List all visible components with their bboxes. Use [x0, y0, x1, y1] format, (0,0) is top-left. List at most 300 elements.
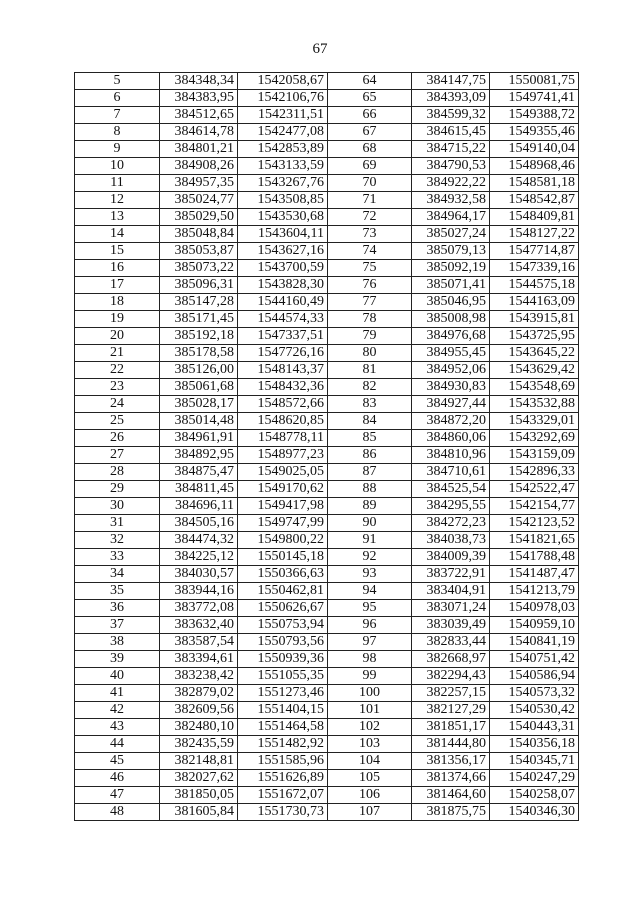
- point-number-cell: 21: [75, 345, 160, 362]
- x-coordinate-cell: 384383,95: [160, 90, 238, 107]
- point-number-cell: 92: [328, 549, 412, 566]
- x-coordinate-cell: 382668,97: [412, 651, 490, 668]
- x-coordinate-cell: 384801,21: [160, 141, 238, 158]
- point-number-cell: 31: [75, 515, 160, 532]
- table-row: [75, 192, 579, 209]
- y-coordinate-cell: 1544163,09: [490, 294, 579, 311]
- point-number-cell: 84: [328, 413, 412, 430]
- point-number-cell: 39: [75, 651, 160, 668]
- y-coordinate-cell: 1540247,29: [490, 770, 579, 787]
- y-coordinate-cell: 1543828,30: [238, 277, 328, 294]
- y-coordinate-cell: 1551730,73: [238, 804, 328, 821]
- y-coordinate-cell: 1550145,18: [238, 549, 328, 566]
- y-coordinate-cell: 1549747,99: [238, 515, 328, 532]
- point-number-cell: 79: [328, 328, 412, 345]
- y-coordinate-cell: 1540841,19: [490, 634, 579, 651]
- point-number-cell: 45: [75, 753, 160, 770]
- x-coordinate-cell: 384961,91: [160, 430, 238, 447]
- y-coordinate-cell: 1541788,48: [490, 549, 579, 566]
- point-number-cell: 99: [328, 668, 412, 685]
- y-coordinate-cell: 1548620,85: [238, 413, 328, 430]
- x-coordinate-cell: 381605,84: [160, 804, 238, 821]
- y-coordinate-cell: 1551055,35: [238, 668, 328, 685]
- y-coordinate-cell: 1540346,30: [490, 804, 579, 821]
- x-coordinate-cell: 381464,60: [412, 787, 490, 804]
- y-coordinate-cell: 1543292,69: [490, 430, 579, 447]
- point-number-cell: 34: [75, 566, 160, 583]
- point-number-cell: 20: [75, 328, 160, 345]
- point-number-cell: 14: [75, 226, 160, 243]
- point-number-cell: 27: [75, 447, 160, 464]
- table-row: [75, 209, 579, 226]
- x-coordinate-cell: 384892,95: [160, 447, 238, 464]
- x-coordinate-cell: 385096,31: [160, 277, 238, 294]
- point-number-cell: 91: [328, 532, 412, 549]
- point-number-cell: 95: [328, 600, 412, 617]
- point-number-cell: 80: [328, 345, 412, 362]
- point-number-cell: 101: [328, 702, 412, 719]
- point-number-cell: 16: [75, 260, 160, 277]
- x-coordinate-cell: 383238,42: [160, 668, 238, 685]
- x-coordinate-cell: 382257,15: [412, 685, 490, 702]
- table-row: [75, 277, 579, 294]
- y-coordinate-cell: 1540586,94: [490, 668, 579, 685]
- table-row: [75, 158, 579, 175]
- x-coordinate-cell: 385071,41: [412, 277, 490, 294]
- x-coordinate-cell: 384615,45: [412, 124, 490, 141]
- y-coordinate-cell: 1549170,62: [238, 481, 328, 498]
- y-coordinate-cell: 1550753,94: [238, 617, 328, 634]
- y-coordinate-cell: 1542106,76: [238, 90, 328, 107]
- y-coordinate-cell: 1541487,47: [490, 566, 579, 583]
- table-row: [75, 583, 579, 600]
- table-row: [75, 175, 579, 192]
- y-coordinate-cell: 1542311,51: [238, 107, 328, 124]
- x-coordinate-cell: 385192,18: [160, 328, 238, 345]
- y-coordinate-cell: 1551482,92: [238, 736, 328, 753]
- table-row: [75, 294, 579, 311]
- table-row: [75, 770, 579, 787]
- point-number-cell: 94: [328, 583, 412, 600]
- point-number-cell: 22: [75, 362, 160, 379]
- point-number-cell: 12: [75, 192, 160, 209]
- table-row: [75, 600, 579, 617]
- y-coordinate-cell: 1549388,72: [490, 107, 579, 124]
- point-number-cell: 48: [75, 804, 160, 821]
- y-coordinate-cell: 1540959,10: [490, 617, 579, 634]
- point-number-cell: 97: [328, 634, 412, 651]
- x-coordinate-cell: 385178,58: [160, 345, 238, 362]
- x-coordinate-cell: 383039,49: [412, 617, 490, 634]
- x-coordinate-cell: 381851,17: [412, 719, 490, 736]
- point-number-cell: 74: [328, 243, 412, 260]
- x-coordinate-cell: 383722,91: [412, 566, 490, 583]
- table-row: [75, 362, 579, 379]
- y-coordinate-cell: 1540573,32: [490, 685, 579, 702]
- table-row: [75, 804, 579, 821]
- y-coordinate-cell: 1548968,46: [490, 158, 579, 175]
- x-coordinate-cell: 381374,66: [412, 770, 490, 787]
- point-number-cell: 30: [75, 498, 160, 515]
- x-coordinate-cell: 384860,06: [412, 430, 490, 447]
- table-row: [75, 141, 579, 158]
- y-coordinate-cell: 1540345,71: [490, 753, 579, 770]
- point-number-cell: 87: [328, 464, 412, 481]
- table-row: [75, 702, 579, 719]
- y-coordinate-cell: 1551404,15: [238, 702, 328, 719]
- point-number-cell: 104: [328, 753, 412, 770]
- point-number-cell: 28: [75, 464, 160, 481]
- y-coordinate-cell: 1548977,23: [238, 447, 328, 464]
- x-coordinate-cell: 384474,32: [160, 532, 238, 549]
- table-row: [75, 396, 579, 413]
- y-coordinate-cell: 1548778,11: [238, 430, 328, 447]
- x-coordinate-cell: 385079,13: [412, 243, 490, 260]
- table-row: [75, 124, 579, 141]
- y-coordinate-cell: 1540258,07: [490, 787, 579, 804]
- point-number-cell: 83: [328, 396, 412, 413]
- table-row: [75, 413, 579, 430]
- y-coordinate-cell: 1549025,05: [238, 464, 328, 481]
- y-coordinate-cell: 1543532,88: [490, 396, 579, 413]
- x-coordinate-cell: 384872,20: [412, 413, 490, 430]
- x-coordinate-cell: 384875,47: [160, 464, 238, 481]
- x-coordinate-cell: 384932,58: [412, 192, 490, 209]
- x-coordinate-cell: 383632,40: [160, 617, 238, 634]
- point-number-cell: 33: [75, 549, 160, 566]
- y-coordinate-cell: 1548127,22: [490, 226, 579, 243]
- point-number-cell: 88: [328, 481, 412, 498]
- x-coordinate-cell: 384964,17: [412, 209, 490, 226]
- x-coordinate-cell: 384952,06: [412, 362, 490, 379]
- y-coordinate-cell: 1542477,08: [238, 124, 328, 141]
- x-coordinate-cell: 384976,68: [412, 328, 490, 345]
- y-coordinate-cell: 1541213,79: [490, 583, 579, 600]
- y-coordinate-cell: 1543267,76: [238, 175, 328, 192]
- page-number: 67: [312, 41, 328, 57]
- x-coordinate-cell: 384715,22: [412, 141, 490, 158]
- x-coordinate-cell: 385061,68: [160, 379, 238, 396]
- y-coordinate-cell: 1543915,81: [490, 311, 579, 328]
- table-row: [75, 566, 579, 583]
- x-coordinate-cell: 384348,34: [160, 73, 238, 90]
- point-number-cell: 71: [328, 192, 412, 209]
- table-row: [75, 73, 579, 90]
- point-number-cell: 103: [328, 736, 412, 753]
- x-coordinate-cell: 384810,96: [412, 447, 490, 464]
- point-number-cell: 105: [328, 770, 412, 787]
- table-row: [75, 464, 579, 481]
- x-coordinate-cell: 383394,61: [160, 651, 238, 668]
- x-coordinate-cell: 384790,53: [412, 158, 490, 175]
- table-row: [75, 260, 579, 277]
- point-number-cell: 23: [75, 379, 160, 396]
- y-coordinate-cell: 1550626,67: [238, 600, 328, 617]
- y-coordinate-cell: 1549140,04: [490, 141, 579, 158]
- x-coordinate-cell: 382148,81: [160, 753, 238, 770]
- point-number-cell: 46: [75, 770, 160, 787]
- x-coordinate-cell: 384614,78: [160, 124, 238, 141]
- point-number-cell: 35: [75, 583, 160, 600]
- x-coordinate-cell: 384930,83: [412, 379, 490, 396]
- x-coordinate-cell: 384030,57: [160, 566, 238, 583]
- point-number-cell: 64: [328, 73, 412, 90]
- table-row: [75, 90, 579, 107]
- y-coordinate-cell: 1543725,95: [490, 328, 579, 345]
- x-coordinate-cell: 384957,35: [160, 175, 238, 192]
- x-coordinate-cell: 384225,12: [160, 549, 238, 566]
- x-coordinate-cell: 383071,24: [412, 600, 490, 617]
- y-coordinate-cell: 1544160,49: [238, 294, 328, 311]
- point-number-cell: 96: [328, 617, 412, 634]
- y-coordinate-cell: 1543530,68: [238, 209, 328, 226]
- y-coordinate-cell: 1540530,42: [490, 702, 579, 719]
- point-number-cell: 10: [75, 158, 160, 175]
- y-coordinate-cell: 1542853,89: [238, 141, 328, 158]
- point-number-cell: 7: [75, 107, 160, 124]
- y-coordinate-cell: 1542058,67: [238, 73, 328, 90]
- point-number-cell: 76: [328, 277, 412, 294]
- y-coordinate-cell: 1550366,63: [238, 566, 328, 583]
- y-coordinate-cell: 1547714,87: [490, 243, 579, 260]
- y-coordinate-cell: 1548432,36: [238, 379, 328, 396]
- y-coordinate-cell: 1548572,66: [238, 396, 328, 413]
- point-number-cell: 70: [328, 175, 412, 192]
- x-coordinate-cell: 384038,73: [412, 532, 490, 549]
- x-coordinate-cell: 385046,95: [412, 294, 490, 311]
- point-number-cell: 11: [75, 175, 160, 192]
- x-coordinate-cell: 385048,84: [160, 226, 238, 243]
- point-number-cell: 36: [75, 600, 160, 617]
- y-coordinate-cell: 1542154,77: [490, 498, 579, 515]
- table-row: [75, 328, 579, 345]
- table-row: [75, 345, 579, 362]
- table-row: [75, 515, 579, 532]
- x-coordinate-cell: 382294,43: [412, 668, 490, 685]
- x-coordinate-cell: 385092,19: [412, 260, 490, 277]
- y-coordinate-cell: 1549355,46: [490, 124, 579, 141]
- y-coordinate-cell: 1550793,56: [238, 634, 328, 651]
- x-coordinate-cell: 384927,44: [412, 396, 490, 413]
- x-coordinate-cell: 384908,26: [160, 158, 238, 175]
- table-row: [75, 736, 579, 753]
- point-number-cell: 75: [328, 260, 412, 277]
- point-number-cell: 38: [75, 634, 160, 651]
- point-number-cell: 32: [75, 532, 160, 549]
- point-number-cell: 41: [75, 685, 160, 702]
- y-coordinate-cell: 1542896,33: [490, 464, 579, 481]
- y-coordinate-cell: 1543604,11: [238, 226, 328, 243]
- point-number-cell: 8: [75, 124, 160, 141]
- x-coordinate-cell: 383944,16: [160, 583, 238, 600]
- x-coordinate-cell: 385027,24: [412, 226, 490, 243]
- table-row: [75, 651, 579, 668]
- table-row: [75, 634, 579, 651]
- y-coordinate-cell: 1551672,07: [238, 787, 328, 804]
- x-coordinate-cell: 384393,09: [412, 90, 490, 107]
- x-coordinate-cell: 385053,87: [160, 243, 238, 260]
- y-coordinate-cell: 1548143,37: [238, 362, 328, 379]
- x-coordinate-cell: 384525,54: [412, 481, 490, 498]
- x-coordinate-cell: 384505,16: [160, 515, 238, 532]
- y-coordinate-cell: 1542123,52: [490, 515, 579, 532]
- x-coordinate-cell: 381850,05: [160, 787, 238, 804]
- point-number-cell: 29: [75, 481, 160, 498]
- point-number-cell: 100: [328, 685, 412, 702]
- x-coordinate-cell: 384696,11: [160, 498, 238, 515]
- table-row: [75, 532, 579, 549]
- x-coordinate-cell: 381444,80: [412, 736, 490, 753]
- y-coordinate-cell: 1550462,81: [238, 583, 328, 600]
- point-number-cell: 65: [328, 90, 412, 107]
- x-coordinate-cell: 384922,22: [412, 175, 490, 192]
- point-number-cell: 89: [328, 498, 412, 515]
- point-number-cell: 90: [328, 515, 412, 532]
- y-coordinate-cell: 1547339,16: [490, 260, 579, 277]
- point-number-cell: 19: [75, 311, 160, 328]
- y-coordinate-cell: 1544575,18: [490, 277, 579, 294]
- table-row: [75, 481, 579, 498]
- point-number-cell: 85: [328, 430, 412, 447]
- coordinates-table: [74, 72, 579, 821]
- y-coordinate-cell: 1543159,09: [490, 447, 579, 464]
- y-coordinate-cell: 1543629,42: [490, 362, 579, 379]
- x-coordinate-cell: 384009,39: [412, 549, 490, 566]
- x-coordinate-cell: 381875,75: [412, 804, 490, 821]
- x-coordinate-cell: 384955,45: [412, 345, 490, 362]
- x-coordinate-cell: 383404,91: [412, 583, 490, 600]
- point-number-cell: 44: [75, 736, 160, 753]
- point-number-cell: 93: [328, 566, 412, 583]
- point-number-cell: 68: [328, 141, 412, 158]
- point-number-cell: 98: [328, 651, 412, 668]
- y-coordinate-cell: 1540443,31: [490, 719, 579, 736]
- point-number-cell: 43: [75, 719, 160, 736]
- y-coordinate-cell: 1549417,98: [238, 498, 328, 515]
- y-coordinate-cell: 1543133,59: [238, 158, 328, 175]
- x-coordinate-cell: 385028,17: [160, 396, 238, 413]
- y-coordinate-cell: 1551585,96: [238, 753, 328, 770]
- x-coordinate-cell: 384811,45: [160, 481, 238, 498]
- table-row: [75, 379, 579, 396]
- x-coordinate-cell: 383587,54: [160, 634, 238, 651]
- x-coordinate-cell: 385024,77: [160, 192, 238, 209]
- point-number-cell: 69: [328, 158, 412, 175]
- x-coordinate-cell: 382833,44: [412, 634, 490, 651]
- x-coordinate-cell: 384147,75: [412, 73, 490, 90]
- y-coordinate-cell: 1543508,85: [238, 192, 328, 209]
- table-row: [75, 549, 579, 566]
- point-number-cell: 82: [328, 379, 412, 396]
- x-coordinate-cell: 385147,28: [160, 294, 238, 311]
- y-coordinate-cell: 1540751,42: [490, 651, 579, 668]
- point-number-cell: 81: [328, 362, 412, 379]
- point-number-cell: 67: [328, 124, 412, 141]
- point-number-cell: 17: [75, 277, 160, 294]
- x-coordinate-cell: 382127,29: [412, 702, 490, 719]
- y-coordinate-cell: 1551626,89: [238, 770, 328, 787]
- y-coordinate-cell: 1543645,22: [490, 345, 579, 362]
- table-row: [75, 447, 579, 464]
- x-coordinate-cell: 384512,65: [160, 107, 238, 124]
- y-coordinate-cell: 1543700,59: [238, 260, 328, 277]
- x-coordinate-cell: 385126,00: [160, 362, 238, 379]
- point-number-cell: 18: [75, 294, 160, 311]
- x-coordinate-cell: 384295,55: [412, 498, 490, 515]
- point-number-cell: 26: [75, 430, 160, 447]
- x-coordinate-cell: 385073,22: [160, 260, 238, 277]
- x-coordinate-cell: 383772,08: [160, 600, 238, 617]
- table-row: [75, 226, 579, 243]
- y-coordinate-cell: 1542522,47: [490, 481, 579, 498]
- point-number-cell: 9: [75, 141, 160, 158]
- x-coordinate-cell: 382027,62: [160, 770, 238, 787]
- point-number-cell: 13: [75, 209, 160, 226]
- y-coordinate-cell: 1551273,46: [238, 685, 328, 702]
- point-number-cell: 6: [75, 90, 160, 107]
- point-number-cell: 42: [75, 702, 160, 719]
- x-coordinate-cell: 382879,02: [160, 685, 238, 702]
- point-number-cell: 40: [75, 668, 160, 685]
- x-coordinate-cell: 385008,98: [412, 311, 490, 328]
- y-coordinate-cell: 1547726,16: [238, 345, 328, 362]
- point-number-cell: 47: [75, 787, 160, 804]
- table-row: [75, 107, 579, 124]
- table-row: [75, 430, 579, 447]
- point-number-cell: 107: [328, 804, 412, 821]
- y-coordinate-cell: 1549741,41: [490, 90, 579, 107]
- table-row: [75, 498, 579, 515]
- table-row: [75, 617, 579, 634]
- point-number-cell: 37: [75, 617, 160, 634]
- x-coordinate-cell: 382609,56: [160, 702, 238, 719]
- table-row: [75, 787, 579, 804]
- y-coordinate-cell: 1551464,58: [238, 719, 328, 736]
- y-coordinate-cell: 1543627,16: [238, 243, 328, 260]
- y-coordinate-cell: 1540978,03: [490, 600, 579, 617]
- y-coordinate-cell: 1540356,18: [490, 736, 579, 753]
- x-coordinate-cell: 385014,48: [160, 413, 238, 430]
- table-row: [75, 668, 579, 685]
- point-number-cell: 15: [75, 243, 160, 260]
- table-row: [75, 719, 579, 736]
- x-coordinate-cell: 382435,59: [160, 736, 238, 753]
- y-coordinate-cell: 1543548,69: [490, 379, 579, 396]
- x-coordinate-cell: 384272,23: [412, 515, 490, 532]
- y-coordinate-cell: 1550939,36: [238, 651, 328, 668]
- point-number-cell: 86: [328, 447, 412, 464]
- point-number-cell: 78: [328, 311, 412, 328]
- table-row: [75, 685, 579, 702]
- y-coordinate-cell: 1549800,22: [238, 532, 328, 549]
- point-number-cell: 102: [328, 719, 412, 736]
- point-number-cell: 5: [75, 73, 160, 90]
- point-number-cell: 77: [328, 294, 412, 311]
- x-coordinate-cell: 384710,61: [412, 464, 490, 481]
- point-number-cell: 66: [328, 107, 412, 124]
- x-coordinate-cell: 385029,50: [160, 209, 238, 226]
- point-number-cell: 72: [328, 209, 412, 226]
- x-coordinate-cell: 384599,32: [412, 107, 490, 124]
- table-row: [75, 243, 579, 260]
- y-coordinate-cell: 1541821,65: [490, 532, 579, 549]
- table-row: [75, 753, 579, 770]
- x-coordinate-cell: 385171,45: [160, 311, 238, 328]
- y-coordinate-cell: 1543329,01: [490, 413, 579, 430]
- point-number-cell: 24: [75, 396, 160, 413]
- y-coordinate-cell: 1550081,75: [490, 73, 579, 90]
- y-coordinate-cell: 1548581,18: [490, 175, 579, 192]
